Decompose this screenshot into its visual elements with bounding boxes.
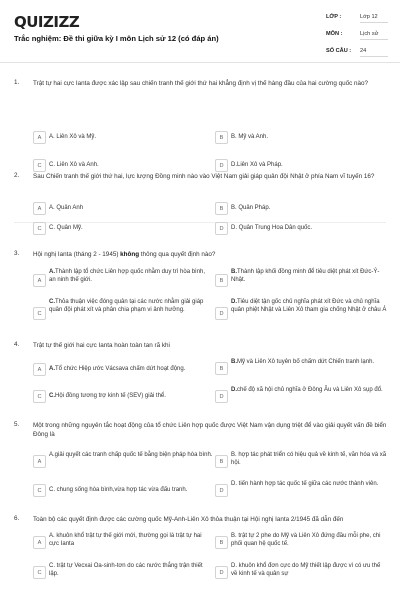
option-a[interactable] bbox=[33, 532, 213, 549]
option-letter: B bbox=[215, 362, 228, 375]
question-emphasis: không bbox=[120, 251, 140, 258]
option-text: D.Liên Xô và Pháp. bbox=[231, 162, 283, 169]
option-body: Hội đồng tương trợ kinh tế (SEV) giải thể. bbox=[55, 393, 166, 400]
option-letter: A bbox=[33, 536, 46, 549]
option-prefix: C. bbox=[49, 299, 55, 305]
option-text bbox=[231, 386, 383, 394]
option-prefix: B. bbox=[231, 359, 237, 365]
option-letter: B bbox=[215, 202, 228, 215]
meta-question-count bbox=[326, 45, 388, 62]
page-title: Trắc nghiệm: Đề thi giữa kỳ I môn Lịch sử 12 (có đáp án) bbox=[14, 34, 219, 43]
option-text: D. tiến hành hợp tác quốc tế giữa các nước thành viên. bbox=[231, 481, 379, 487]
option-letter: D bbox=[215, 484, 228, 497]
option-text: C. chung sống hòa bình,vừa hợp tác vừa đấu tranh. bbox=[49, 487, 188, 494]
option-a[interactable] bbox=[33, 451, 213, 468]
option-text: D. khuôn khổ đơn cực do Mỹ thiết lập được vì có ưu thế về kinh tế và quân sự bbox=[231, 563, 381, 578]
option-body: Thành lập khối đồng minh để tiêu diệt phát xít Đức-Ý-Nhật. bbox=[231, 269, 380, 284]
question-text-end: thông qua quyết định nào? bbox=[139, 251, 216, 258]
option-letter: B bbox=[215, 274, 228, 287]
meta-label: MÔN : bbox=[326, 31, 343, 37]
option-letter: B bbox=[215, 536, 228, 549]
option-text: C. Quân Mỹ. bbox=[49, 225, 83, 232]
option-prefix: D. bbox=[231, 387, 237, 393]
meta-value: Lớp 12 bbox=[360, 14, 388, 23]
option-letter: A bbox=[33, 455, 46, 468]
option-text: A. Quân Anh bbox=[49, 205, 84, 212]
option-d[interactable] bbox=[215, 480, 387, 497]
option-b[interactable] bbox=[215, 451, 387, 468]
question-text: Một trong những nguyên tắc hoạt động của tổ chức Liên hợp quốc được Việt Nam vận dụng triệt để vào giải quyết vấn đề biển Đông là bbox=[33, 422, 387, 438]
quizizz-logo[interactable]: QUIZIZZ bbox=[14, 13, 80, 31]
option-body: chế độ xã hội chủ nghĩa ở Đông Âu và Liên Xô sụp đổ. bbox=[237, 387, 383, 393]
option-c[interactable] bbox=[33, 222, 203, 235]
meta-value: Lịch sử bbox=[360, 31, 388, 40]
option-letter: D bbox=[215, 307, 228, 320]
option-letter: B bbox=[215, 131, 228, 144]
option-c[interactable] bbox=[33, 298, 213, 320]
option-text bbox=[49, 268, 213, 284]
question-number: 1. bbox=[14, 79, 20, 86]
option-text: B. Mỹ và Anh. bbox=[231, 134, 269, 141]
question-text: Toàn bộ các quyết định được các cường quốc Mỹ-Anh-Liên Xô thỏa thuận tại Hội nghị Ianta 2/1945 đã dẫn đến bbox=[33, 516, 344, 523]
question-text: Trật tự thế giới hai cực Ianta hoàn toàn tan rã khi bbox=[33, 342, 170, 349]
option-d[interactable] bbox=[215, 386, 387, 403]
question-text: Sau Chiến tranh thế giới thứ hai, lực lượng Đồng minh nào vào Việt Nam giải giáp quân đội Nhật ở phía Nam vĩ tuyến 16? bbox=[33, 173, 375, 180]
option-d[interactable] bbox=[215, 222, 385, 235]
option-b[interactable] bbox=[215, 532, 387, 549]
option-letter: C bbox=[33, 484, 46, 497]
option-text: B. trật tự 2 phe do Mỹ và Liên Xô đứng đầu mỗi phe, chi phối quan hệ quốc tế. bbox=[231, 533, 381, 548]
option-body: Tiêu diệt tận gốc chủ nghĩa phát xít Đức và chủ nghĩa quân phiệt Nhật và Liên Xô tham gia chống Nhật ở châu Á bbox=[231, 299, 387, 314]
option-d[interactable] bbox=[215, 562, 387, 579]
option-prefix: A. bbox=[49, 366, 55, 373]
option-body: Mỹ và Liên Xô tuyên bố chấm dứt Chiến tranh lạnh. bbox=[237, 359, 375, 365]
option-prefix: B. bbox=[231, 269, 237, 275]
meta-label: LỚP : bbox=[326, 14, 342, 20]
option-d[interactable] bbox=[215, 298, 387, 320]
option-letter: D bbox=[215, 222, 228, 235]
option-body: Tổ chức Hiệp ước Vácsava chấm dứt hoạt động. bbox=[55, 366, 186, 373]
option-text: A. khuôn khổ trật tự thế giới mới, thường gọi là trật tự hai cực Ianta bbox=[49, 533, 202, 548]
question-text: Trật tự hai cực Ianta được xác lập sau chiến tranh thế giới thứ hai khẳng định vị thế hàng đầu của hai cường quốc nào? bbox=[33, 80, 368, 87]
option-letter: C bbox=[33, 307, 46, 320]
meta-class bbox=[326, 11, 388, 28]
option-prefix: A. bbox=[49, 269, 55, 275]
option-a[interactable] bbox=[33, 363, 213, 376]
option-letter: A bbox=[33, 202, 46, 215]
question-number: 3. bbox=[14, 250, 20, 257]
question-number: 4. bbox=[14, 341, 20, 348]
option-letter: D bbox=[215, 566, 228, 579]
option-prefix: C. bbox=[49, 393, 55, 400]
option-letter: C bbox=[33, 390, 46, 403]
worksheet-header bbox=[0, 0, 400, 63]
option-c[interactable] bbox=[33, 562, 213, 579]
option-text: A. Liên Xô và Mỹ. bbox=[49, 134, 97, 141]
option-b[interactable] bbox=[215, 202, 385, 215]
option-prefix: D. bbox=[231, 299, 237, 305]
option-text: A.giải quyết các tranh chấp quốc tế bằng biện pháp hòa bình. bbox=[49, 452, 213, 458]
option-letter: C bbox=[33, 222, 46, 235]
question-number: 6. bbox=[14, 515, 20, 522]
option-text bbox=[231, 268, 387, 284]
option-letter: A bbox=[33, 131, 46, 144]
question-number: 2. bbox=[14, 172, 20, 179]
option-b[interactable] bbox=[215, 131, 385, 144]
meta-label: SỐ CÂU : bbox=[326, 48, 352, 54]
option-text bbox=[49, 365, 185, 373]
option-body: Thỏa thuận việc đóng quân tại các nước nhằm giải giáp quân đội phát xít và phân chia phạm vi ảnh hưởng. bbox=[49, 299, 204, 314]
meta-subject bbox=[326, 28, 388, 45]
option-c[interactable] bbox=[33, 390, 213, 403]
option-b[interactable] bbox=[215, 268, 387, 287]
option-text bbox=[49, 392, 166, 400]
option-body: Thành lập tổ chức Liên hợp quốc nhằm duy trì hòa bình, an ninh thế giới. bbox=[49, 269, 206, 284]
question-number: 5. bbox=[14, 421, 20, 428]
option-text bbox=[231, 298, 387, 314]
worksheet-meta bbox=[326, 11, 388, 62]
option-letter: A bbox=[33, 274, 46, 287]
option-letter: C bbox=[33, 159, 46, 172]
option-b[interactable] bbox=[215, 358, 387, 375]
question-text-start: Hội nghị Ianta (tháng 2 - 1945) bbox=[33, 251, 121, 258]
option-c[interactable] bbox=[33, 484, 213, 497]
option-letter: D bbox=[215, 390, 228, 403]
option-c[interactable] bbox=[33, 159, 203, 172]
option-text: B. Quân Pháp. bbox=[231, 205, 271, 212]
option-letter: A bbox=[33, 363, 46, 376]
option-letter: B bbox=[215, 455, 228, 468]
option-text: D. Quân Trung Hoa Dân quốc. bbox=[231, 225, 313, 232]
question-text bbox=[33, 250, 388, 259]
option-text: B. hợp tác phát triển có hiệu quả về kinh tế, văn hóa và xã hội. bbox=[231, 452, 387, 467]
option-a[interactable] bbox=[33, 131, 203, 144]
meta-value: 24 bbox=[360, 48, 388, 57]
option-letter: C bbox=[33, 566, 46, 579]
option-text: C. trật tự Vecxai Oa-sinh-tơn do các nước thắng trận thiết lập. bbox=[49, 563, 203, 578]
option-text bbox=[49, 298, 213, 314]
option-a[interactable] bbox=[33, 268, 213, 287]
option-text bbox=[231, 358, 374, 366]
option-a[interactable] bbox=[33, 202, 203, 215]
option-d[interactable] bbox=[215, 159, 385, 172]
option-letter: D bbox=[215, 159, 228, 172]
option-text: C. Liên Xô và Anh. bbox=[49, 162, 99, 169]
